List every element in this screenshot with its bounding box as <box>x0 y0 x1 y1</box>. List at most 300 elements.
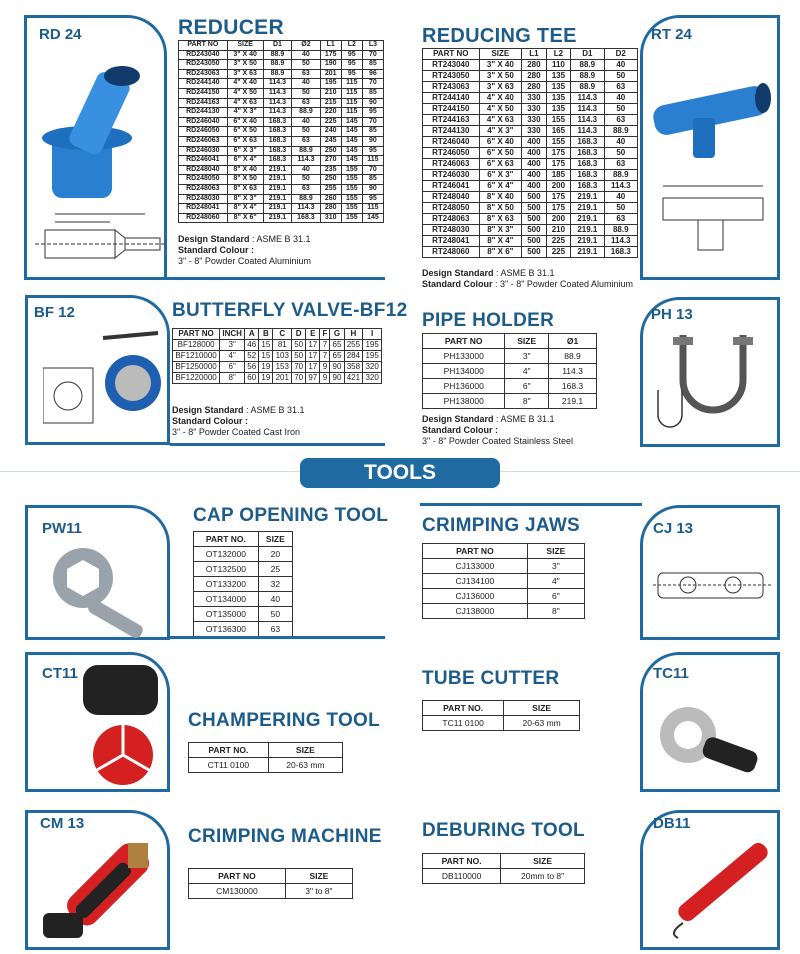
chamfering-title: CHAMPERING TOOL <box>188 710 381 731</box>
table-row <box>423 126 638 137</box>
table-cell: 4" <box>527 574 584 589</box>
column-header: B <box>259 329 273 340</box>
column-header: SIZE <box>285 869 352 884</box>
table-row <box>423 159 638 170</box>
part-number-cell: OT132000 <box>194 547 259 562</box>
table-cell: 95 <box>362 194 383 204</box>
table-cell: 63 <box>258 622 292 637</box>
table-cell: 50 <box>604 148 637 159</box>
part-number-cell: OT134000 <box>194 592 259 607</box>
table-cell: 153 <box>273 362 292 373</box>
table-cell: 284 <box>344 351 363 362</box>
table-cell: 6" X 50 <box>227 127 263 137</box>
table-cell: 114.3 <box>604 181 637 192</box>
table-row <box>173 362 382 373</box>
table-cell: 40 <box>604 137 637 148</box>
part-number-cell: PH133000 <box>423 349 505 364</box>
table-cell: 195 <box>363 351 382 362</box>
column-header: L1 <box>522 49 547 60</box>
table-cell: 114.3 <box>263 79 291 89</box>
table-cell: 4" <box>505 364 549 379</box>
table-cell: 330 <box>522 93 547 104</box>
table-row <box>179 136 384 146</box>
column-header: C <box>273 329 292 340</box>
table-cell: 330 <box>522 115 547 126</box>
table-row <box>179 175 384 185</box>
table-cell: 6" X 40 <box>227 117 263 127</box>
table-cell: 115 <box>341 79 362 89</box>
table-row <box>179 98 384 108</box>
table-cell: 168.3 <box>604 247 637 258</box>
table-header-row <box>189 869 353 884</box>
product-code: CT11 <box>42 665 78 682</box>
table-row <box>423 82 638 93</box>
reducer-title: REDUCER <box>178 16 284 39</box>
table-cell: 500 <box>522 203 547 214</box>
column-header: PART NO <box>423 49 480 60</box>
product-code: RD 24 <box>39 26 82 43</box>
deburring-title: DEBURING TOOL <box>422 820 585 841</box>
table-cell: 50 <box>258 607 292 622</box>
table-cell: 310 <box>320 213 341 223</box>
crimping-jaws-drawing <box>653 553 773 623</box>
design-standard-label: Design Standard <box>422 268 494 278</box>
table-cell: 500 <box>522 236 547 247</box>
table-row <box>194 562 293 577</box>
table-cell: 185 <box>546 170 571 181</box>
tube-cutter-image-panel <box>640 652 780 792</box>
tube-cutter-image <box>653 690 773 785</box>
table-cell: 8" <box>505 394 549 409</box>
table-cell: 8" X 63 <box>479 214 522 225</box>
part-number-cell: CJ138000 <box>423 604 528 619</box>
part-number-cell: RT248060 <box>423 247 480 258</box>
table-cell: 6" X 40 <box>479 137 522 148</box>
table-cell: 3" X 50 <box>227 60 263 70</box>
table-cell: 168.3 <box>263 156 291 166</box>
part-number-cell: CJ136000 <box>423 589 528 604</box>
table-cell: 6" X 4" <box>227 156 263 166</box>
column-header: PART NO. <box>194 532 259 547</box>
column-header: I <box>363 329 382 340</box>
table-cell: 50 <box>604 104 637 115</box>
table-cell: 114.3 <box>549 364 597 379</box>
table-cell: 168.3 <box>263 136 291 146</box>
table-row <box>423 869 585 884</box>
table-row <box>194 577 293 592</box>
standard-colour-label: Standard Colour : <box>422 425 498 435</box>
table-cell: 6" X 63 <box>227 136 263 146</box>
table-cell: 320 <box>363 373 382 384</box>
tube-cutter-title: TUBE CUTTER <box>422 668 560 689</box>
table-cell: 17 <box>306 351 320 362</box>
table-cell: 201 <box>273 373 292 384</box>
part-number-cell: CJ134100 <box>423 574 528 589</box>
table-cell: 219.1 <box>549 394 597 409</box>
table-cell: 114.3 <box>263 98 291 108</box>
crimping-jaws-table <box>422 543 585 619</box>
reducing-tee-image <box>648 68 778 168</box>
table-row <box>179 127 384 137</box>
table-cell: 114.3 <box>263 108 291 118</box>
column-header: D2 <box>604 49 637 60</box>
product-code: CM 13 <box>40 815 85 832</box>
table-row <box>423 559 585 574</box>
table-cell: 40 <box>292 79 320 89</box>
u-bolt-image <box>653 325 773 440</box>
column-header: SIZE <box>258 532 292 547</box>
table-cell: 250 <box>320 146 341 156</box>
reducer-image <box>42 58 152 208</box>
table-cell: 220 <box>320 108 341 118</box>
part-number-cell: BF128000 <box>173 340 220 351</box>
table-cell: 114.3 <box>292 204 320 214</box>
table-cell: 4" X 40 <box>479 93 522 104</box>
table-header-row <box>423 544 585 559</box>
table-cell: 65 <box>330 351 344 362</box>
pipe-holder-image-panel <box>640 297 780 447</box>
standard-colour-label: Standard Colour : <box>178 245 254 255</box>
table-cell: 255 <box>344 340 363 351</box>
design-standard-value: : ASME B 31.1 <box>496 268 555 278</box>
part-number-cell: PH136000 <box>423 379 505 394</box>
table-cell: 90 <box>362 98 383 108</box>
pipe-holder-table <box>422 333 597 409</box>
table-cell: 8" X 3" <box>227 194 263 204</box>
table-row <box>179 184 384 194</box>
table-cell: 115 <box>341 98 362 108</box>
table-cell: 114.3 <box>571 104 604 115</box>
table-cell: 20mm to 8" <box>501 869 585 884</box>
table-cell: 400 <box>522 148 547 159</box>
part-number-cell: RT246041 <box>423 181 480 192</box>
table-cell: 400 <box>522 159 547 170</box>
table-row <box>423 604 585 619</box>
table-cell: 145 <box>341 117 362 127</box>
table-cell: 63 <box>292 136 320 146</box>
part-number-cell: RT246040 <box>423 137 480 148</box>
table-cell: 95 <box>362 146 383 156</box>
butterfly-valve-image <box>43 328 163 438</box>
table-row <box>179 213 384 223</box>
chamfering-image-panel <box>25 652 170 792</box>
table-cell: 114.3 <box>263 88 291 98</box>
table-cell: 219.1 <box>571 203 604 214</box>
product-code: BF 12 <box>34 304 75 321</box>
table-cell: 225 <box>320 117 341 127</box>
butterfly-table <box>172 328 382 384</box>
table-row <box>423 71 638 82</box>
table-cell: 135 <box>546 82 571 93</box>
table-cell: 85 <box>362 175 383 185</box>
part-number-cell: RD248063 <box>179 184 228 194</box>
divider <box>420 503 642 506</box>
part-number-cell: DB110000 <box>423 869 501 884</box>
table-cell: 70 <box>362 165 383 175</box>
table-cell: 145 <box>341 156 362 166</box>
table-cell: 115 <box>362 156 383 166</box>
cap-opening-tool-image <box>48 543 158 638</box>
part-number-cell: RT244130 <box>423 126 480 137</box>
cap-tool-image-panel <box>25 505 170 640</box>
part-number-cell: OT132500 <box>194 562 259 577</box>
part-number-cell: RT248050 <box>423 203 480 214</box>
table-cell: 168.3 <box>571 170 604 181</box>
part-number-cell: RD248041 <box>179 204 228 214</box>
column-header: L2 <box>341 41 362 51</box>
table-cell: 168.3 <box>571 159 604 170</box>
table-cell: 6" X 50 <box>479 148 522 159</box>
table-cell: 320 <box>363 362 382 373</box>
table-cell: 20-63 mm <box>504 716 580 731</box>
table-cell: 219.1 <box>571 214 604 225</box>
reducing-tee-image-panel <box>640 15 780 280</box>
table-cell: 260 <box>320 194 341 204</box>
column-header: D1 <box>571 49 604 60</box>
table-cell: 168.3 <box>549 379 597 394</box>
table-cell: 85 <box>362 60 383 70</box>
table-cell: 168.3 <box>571 148 604 159</box>
table-row <box>179 194 384 204</box>
table-cell: 63 <box>604 115 637 126</box>
table-cell: 155 <box>341 204 362 214</box>
table-cell: 88.9 <box>604 126 637 137</box>
table-cell: 63 <box>604 82 637 93</box>
table-row <box>423 589 585 604</box>
cap-opening-table <box>193 531 293 637</box>
table-cell: 40 <box>604 60 637 71</box>
column-header: PART NO <box>423 334 505 349</box>
product-code: DB11 <box>653 815 691 832</box>
standard-colour-value: 3" - 8" Powder Coated Stainless Steel <box>422 436 573 446</box>
part-number-cell: OT133200 <box>194 577 259 592</box>
table-cell: 20-63 mm <box>268 758 342 773</box>
table-cell: 115 <box>341 108 362 118</box>
table-cell: 201 <box>320 69 341 79</box>
table-cell: 255 <box>320 184 341 194</box>
part-number-cell: RT243063 <box>423 82 480 93</box>
table-cell: 219.1 <box>263 175 291 185</box>
table-cell: 168.3 <box>571 137 604 148</box>
column-header: L3 <box>362 41 383 51</box>
column-header: SIZE <box>268 743 342 758</box>
table-row <box>423 192 638 203</box>
table-cell: 135 <box>546 104 571 115</box>
part-number-cell: OT136300 <box>194 622 259 637</box>
part-number-cell: CM130000 <box>189 884 286 899</box>
table-cell: 4" X 63 <box>227 98 263 108</box>
table-cell: 4" X 3" <box>479 126 522 137</box>
table-cell: 400 <box>522 137 547 148</box>
table-cell: 219.1 <box>571 192 604 203</box>
table-cell: 88.9 <box>571 71 604 82</box>
table-cell: 70 <box>362 50 383 60</box>
table-cell: 95 <box>341 69 362 79</box>
table-cell: 250 <box>320 175 341 185</box>
table-row <box>179 156 384 166</box>
table-cell: 60 <box>245 373 259 384</box>
design-standard-value: : ASME B 31.1 <box>246 405 305 415</box>
table-cell: 8" X 63 <box>227 184 263 194</box>
column-header: F <box>320 329 330 340</box>
table-cell: 190 <box>320 60 341 70</box>
table-cell: 88.9 <box>571 82 604 93</box>
reducing-tee-title: REDUCING TEE <box>422 25 577 47</box>
table-header-row <box>423 49 638 60</box>
part-number-cell: RD246063 <box>179 136 228 146</box>
table-cell: 15 <box>259 351 273 362</box>
table-cell: 210 <box>546 225 571 236</box>
column-header: SIZE <box>227 41 263 51</box>
table-cell: 40 <box>292 50 320 60</box>
table-row <box>423 716 580 731</box>
table-cell: 421 <box>344 373 363 384</box>
deburring-table <box>422 853 585 884</box>
table-cell: 88.9 <box>571 60 604 71</box>
table-cell: 219.1 <box>263 213 291 223</box>
pipe-holder-notes <box>422 414 573 447</box>
part-number-cell: RT246063 <box>423 159 480 170</box>
table-cell: 50 <box>292 60 320 70</box>
table-cell: 50 <box>292 351 306 362</box>
table-cell: 40 <box>258 592 292 607</box>
table-row <box>423 115 638 126</box>
table-cell: 7 <box>320 351 330 362</box>
table-row <box>423 104 638 115</box>
table-cell: 114.3 <box>604 236 637 247</box>
table-cell: 219.1 <box>263 165 291 175</box>
table-cell: 63 <box>292 184 320 194</box>
table-cell: 3" X 40 <box>479 60 522 71</box>
table-cell: 63 <box>604 214 637 225</box>
table-row <box>423 181 638 192</box>
table-row <box>179 69 384 79</box>
table-cell: 500 <box>522 247 547 258</box>
part-number-cell: RD244140 <box>179 79 228 89</box>
table-cell: 219.1 <box>263 204 291 214</box>
column-header: D1 <box>263 41 291 51</box>
deburring-tool-image <box>653 833 778 943</box>
table-cell: 90 <box>362 136 383 146</box>
table-cell: 200 <box>546 181 571 192</box>
table-cell: 330 <box>522 126 547 137</box>
table-cell: 219.1 <box>571 225 604 236</box>
table-cell: 8" X 6" <box>479 247 522 258</box>
part-number-cell: RD248060 <box>179 213 228 223</box>
table-cell: 500 <box>522 214 547 225</box>
table-cell: 103 <box>273 351 292 362</box>
column-header: L1 <box>320 41 341 51</box>
table-header-row <box>194 532 293 547</box>
table-cell: 280 <box>320 204 341 214</box>
table-row <box>423 364 597 379</box>
table-cell: 114.3 <box>571 115 604 126</box>
table-row <box>179 117 384 127</box>
table-cell: 3" to 8" <box>285 884 352 899</box>
part-number-cell: RD246041 <box>179 156 228 166</box>
reducer-table <box>178 40 384 223</box>
crimping-machine-image <box>43 838 168 943</box>
part-number-cell: RD246050 <box>179 127 228 137</box>
table-cell: 6" <box>220 362 245 373</box>
table-row <box>179 50 384 60</box>
table-cell: 6" X 4" <box>479 181 522 192</box>
table-cell: 270 <box>320 156 341 166</box>
table-cell: 70 <box>362 117 383 127</box>
column-header: PART NO. <box>189 743 269 758</box>
table-cell: 63 <box>604 159 637 170</box>
table-cell: 40 <box>292 117 320 127</box>
standard-colour-value: 3" - 8" Powder Coated Aluminium <box>178 256 311 266</box>
table-cell: 240 <box>320 127 341 137</box>
tube-cutter-table <box>422 700 580 731</box>
table-cell: 168.3 <box>263 117 291 127</box>
part-number-cell: RD243050 <box>179 60 228 70</box>
design-standard-label: Design Standard <box>422 414 494 424</box>
part-number-cell: OT135000 <box>194 607 259 622</box>
crimping-machine-title: CRIMPING MACHINE <box>188 826 382 847</box>
reducing-tee-notes <box>422 268 633 290</box>
table-cell: 175 <box>546 148 571 159</box>
table-cell: 19 <box>259 373 273 384</box>
table-cell: 95 <box>341 60 362 70</box>
table-cell: 85 <box>362 88 383 98</box>
table-cell: 4" X 50 <box>479 104 522 115</box>
table-cell: 50 <box>292 127 320 137</box>
table-cell: 155 <box>341 165 362 175</box>
table-row <box>423 349 597 364</box>
table-cell: 19 <box>259 362 273 373</box>
crimping-jaws-image-panel <box>640 505 780 640</box>
table-cell: 6" <box>505 379 549 394</box>
table-cell: 500 <box>522 192 547 203</box>
table-cell: 115 <box>341 88 362 98</box>
table-cell: 155 <box>341 213 362 223</box>
table-cell: 8" X 50 <box>227 175 263 185</box>
crimping-jaws-title: CRIMPING JAWS <box>422 515 581 536</box>
table-row <box>173 373 382 384</box>
column-header: A <box>245 329 259 340</box>
part-number-cell: RD244163 <box>179 98 228 108</box>
table-cell: 400 <box>522 170 547 181</box>
table-cell: 145 <box>362 213 383 223</box>
table-cell: 8" X 4" <box>227 204 263 214</box>
column-header: SIZE <box>501 854 585 869</box>
table-row <box>423 236 638 247</box>
table-cell: 225 <box>546 236 571 247</box>
part-number-cell: CT11 0100 <box>189 758 269 773</box>
cap-opening-title: CAP OPENING TOOL <box>193 505 389 526</box>
table-row <box>423 394 597 409</box>
table-cell: 9 <box>320 373 330 384</box>
table-cell: 6" X 3" <box>479 170 522 181</box>
table-cell: 110 <box>546 60 571 71</box>
product-code: PW11 <box>42 520 83 537</box>
table-cell: 9 <box>320 362 330 373</box>
design-standard-value: : ASME B 31.1 <box>496 414 555 424</box>
table-cell: 6" X 63 <box>479 159 522 170</box>
table-cell: 219.1 <box>571 247 604 258</box>
table-row <box>423 247 638 258</box>
table-row <box>423 170 638 181</box>
table-cell: 88.9 <box>263 60 291 70</box>
tools-banner: TOOLS <box>300 458 500 488</box>
table-cell: 168.3 <box>263 127 291 137</box>
table-cell: 50 <box>292 175 320 185</box>
table-header-row <box>189 743 343 758</box>
table-cell: 3" <box>505 349 549 364</box>
table-cell: 3" <box>220 340 245 351</box>
